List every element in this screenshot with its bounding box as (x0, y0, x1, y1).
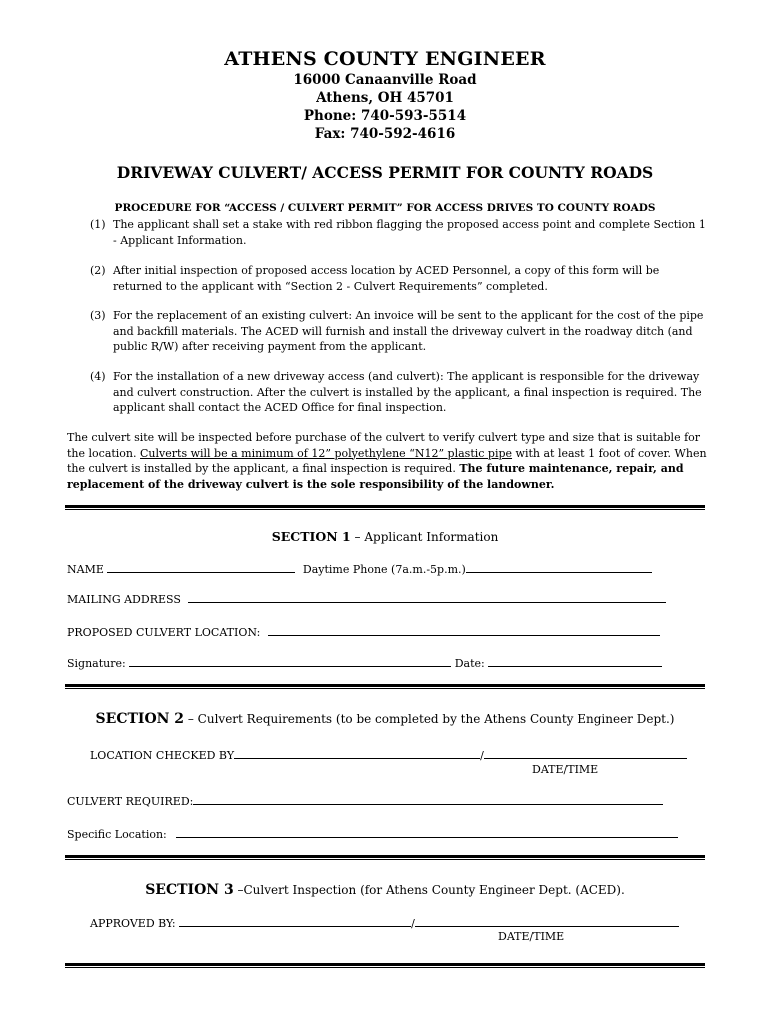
mailing-address-field[interactable] (188, 591, 666, 603)
procedure-step (90, 217, 710, 248)
section-divider-thin (65, 859, 705, 860)
date-label: Date: (454, 657, 485, 670)
section-divider-thin (65, 509, 705, 510)
section2-title: – Culvert Requirements (to be completed by the Athens County Engineer Dept.) (184, 712, 675, 726)
section1-title: – Applicant Information (350, 530, 499, 544)
slash: / (480, 749, 484, 762)
location-checked-label: LOCATION CHECKED BY (90, 749, 235, 762)
slash: / (411, 917, 415, 930)
procedure-step (90, 369, 710, 416)
section-divider (65, 684, 705, 687)
approved-label: APPROVED BY: (90, 917, 176, 930)
specific-location-field[interactable] (176, 826, 678, 838)
page-title: ATHENS COUNTY ENGINEER (224, 48, 546, 70)
step-text: For the replacement of an existing culvert: An invoice will be sent to the applicant for the cost of the pipe and backfill materials. The ACED will furnish and install the driveway culvert in the roadway ditch (and public R/W) after receiving payment from the applicant. (113, 309, 704, 353)
location-row (67, 624, 660, 639)
date-field[interactable] (488, 655, 662, 667)
address-line-2: Athens, OH 45701 (316, 90, 454, 106)
section3-title: –Culvert Inspection (for Athens County Engineer Dept. (ACED). (233, 883, 625, 897)
signature-row (67, 655, 662, 670)
phone-label: Daytime Phone (7a.m.-5p.m.) (302, 563, 466, 576)
section1-number: SECTION 1 (271, 529, 351, 544)
section1-heading (0, 529, 770, 544)
culvert-required-row (67, 793, 663, 808)
mailing-row (67, 591, 666, 606)
signature-field[interactable] (129, 655, 451, 667)
step-text: After initial inspection of proposed access location by ACED Personnel, a copy of this form will be returned to the applicant with “Section 2 - Culvert Requirements” completed. (113, 264, 660, 293)
culvert-required-label: CULVERT REQUIRED: (67, 795, 194, 808)
permit-title: DRIVEWAY CULVERT/ ACCESS PERMIT FOR COUNTY ROADS (116, 163, 654, 182)
phone-line: Phone: 740-593-5514 (303, 108, 467, 124)
step-text: The applicant shall set a stake with red ribbon flagging the proposed access point and complete Section 1 - Applicant Information. (113, 218, 706, 247)
section-divider-thin (65, 967, 705, 968)
notice-pipe-spec: Culverts will be a minimum of 12” polyethylene “N12” plastic pipe (140, 446, 513, 460)
phone-field[interactable] (466, 561, 652, 573)
step-number: (3) (90, 309, 106, 322)
section3-number: SECTION 3 (145, 882, 234, 898)
section-divider (65, 505, 705, 508)
name-row (67, 561, 652, 576)
section3-heading (0, 882, 770, 898)
location-checked-field[interactable] (234, 747, 480, 759)
procedure-step (90, 308, 710, 355)
step-number: (2) (90, 264, 106, 277)
step-text: For the installation of a new driveway access (and culvert): The applicant is responsible for the driveway and culvert construction. After the culvert is installed by the applicant, a final inspection is required. The applicant shall contact the ACED Office for final inspection. (113, 370, 702, 414)
fax-line: Fax: 740-592-4616 (314, 126, 456, 142)
notice-text-2: with at least 1 foot of cover. When the culvert is installed by the applicant, a final inspection is required. (67, 446, 707, 475)
approved-row (90, 915, 679, 930)
notice-paragraph (67, 430, 707, 492)
location-label: PROPOSED CULVERT LOCATION: (67, 626, 261, 639)
notice-text: The culvert site will be inspected before purchase of the culvert to verify culvert type and size that is suitable for the location. (67, 431, 701, 460)
section-divider (65, 855, 705, 858)
mailing-label: MAILING ADDRESS (67, 593, 181, 606)
address-line-1: 16000 Canaanville Road (293, 72, 477, 88)
name-label: NAME (67, 563, 104, 576)
datetime-caption: DATE/TIME (498, 930, 565, 943)
checked-datetime-field[interactable] (484, 747, 687, 759)
name-field[interactable] (107, 561, 295, 573)
location-checked-row (90, 747, 687, 762)
step-number: (4) (90, 370, 106, 383)
section2-number: SECTION 2 (95, 711, 185, 727)
datetime-caption: DATE/TIME (532, 763, 599, 776)
approved-datetime-field[interactable] (415, 915, 679, 927)
signature-label: Signature: (67, 657, 126, 670)
procedure-heading: PROCEDURE FOR “ACCESS / CULVERT PERMIT” FOR ACCESS DRIVES TO COUNTY ROADS (114, 202, 656, 214)
section-divider-thin (65, 688, 705, 689)
procedure-steps (90, 217, 720, 417)
section-divider (65, 963, 705, 966)
specific-location-row (67, 826, 678, 841)
notice-responsibility: The future maintenance, repair, and replacement of the driveway culvert is the sole responsibility of the landowner. (67, 462, 684, 491)
step-number: (1) (90, 218, 106, 231)
section2-heading (0, 711, 770, 727)
specific-location-label: Specific Location: (67, 828, 167, 841)
procedure-step (90, 263, 710, 294)
approved-by-field[interactable] (179, 915, 411, 927)
location-field[interactable] (268, 624, 660, 636)
culvert-required-field[interactable] (193, 793, 663, 805)
